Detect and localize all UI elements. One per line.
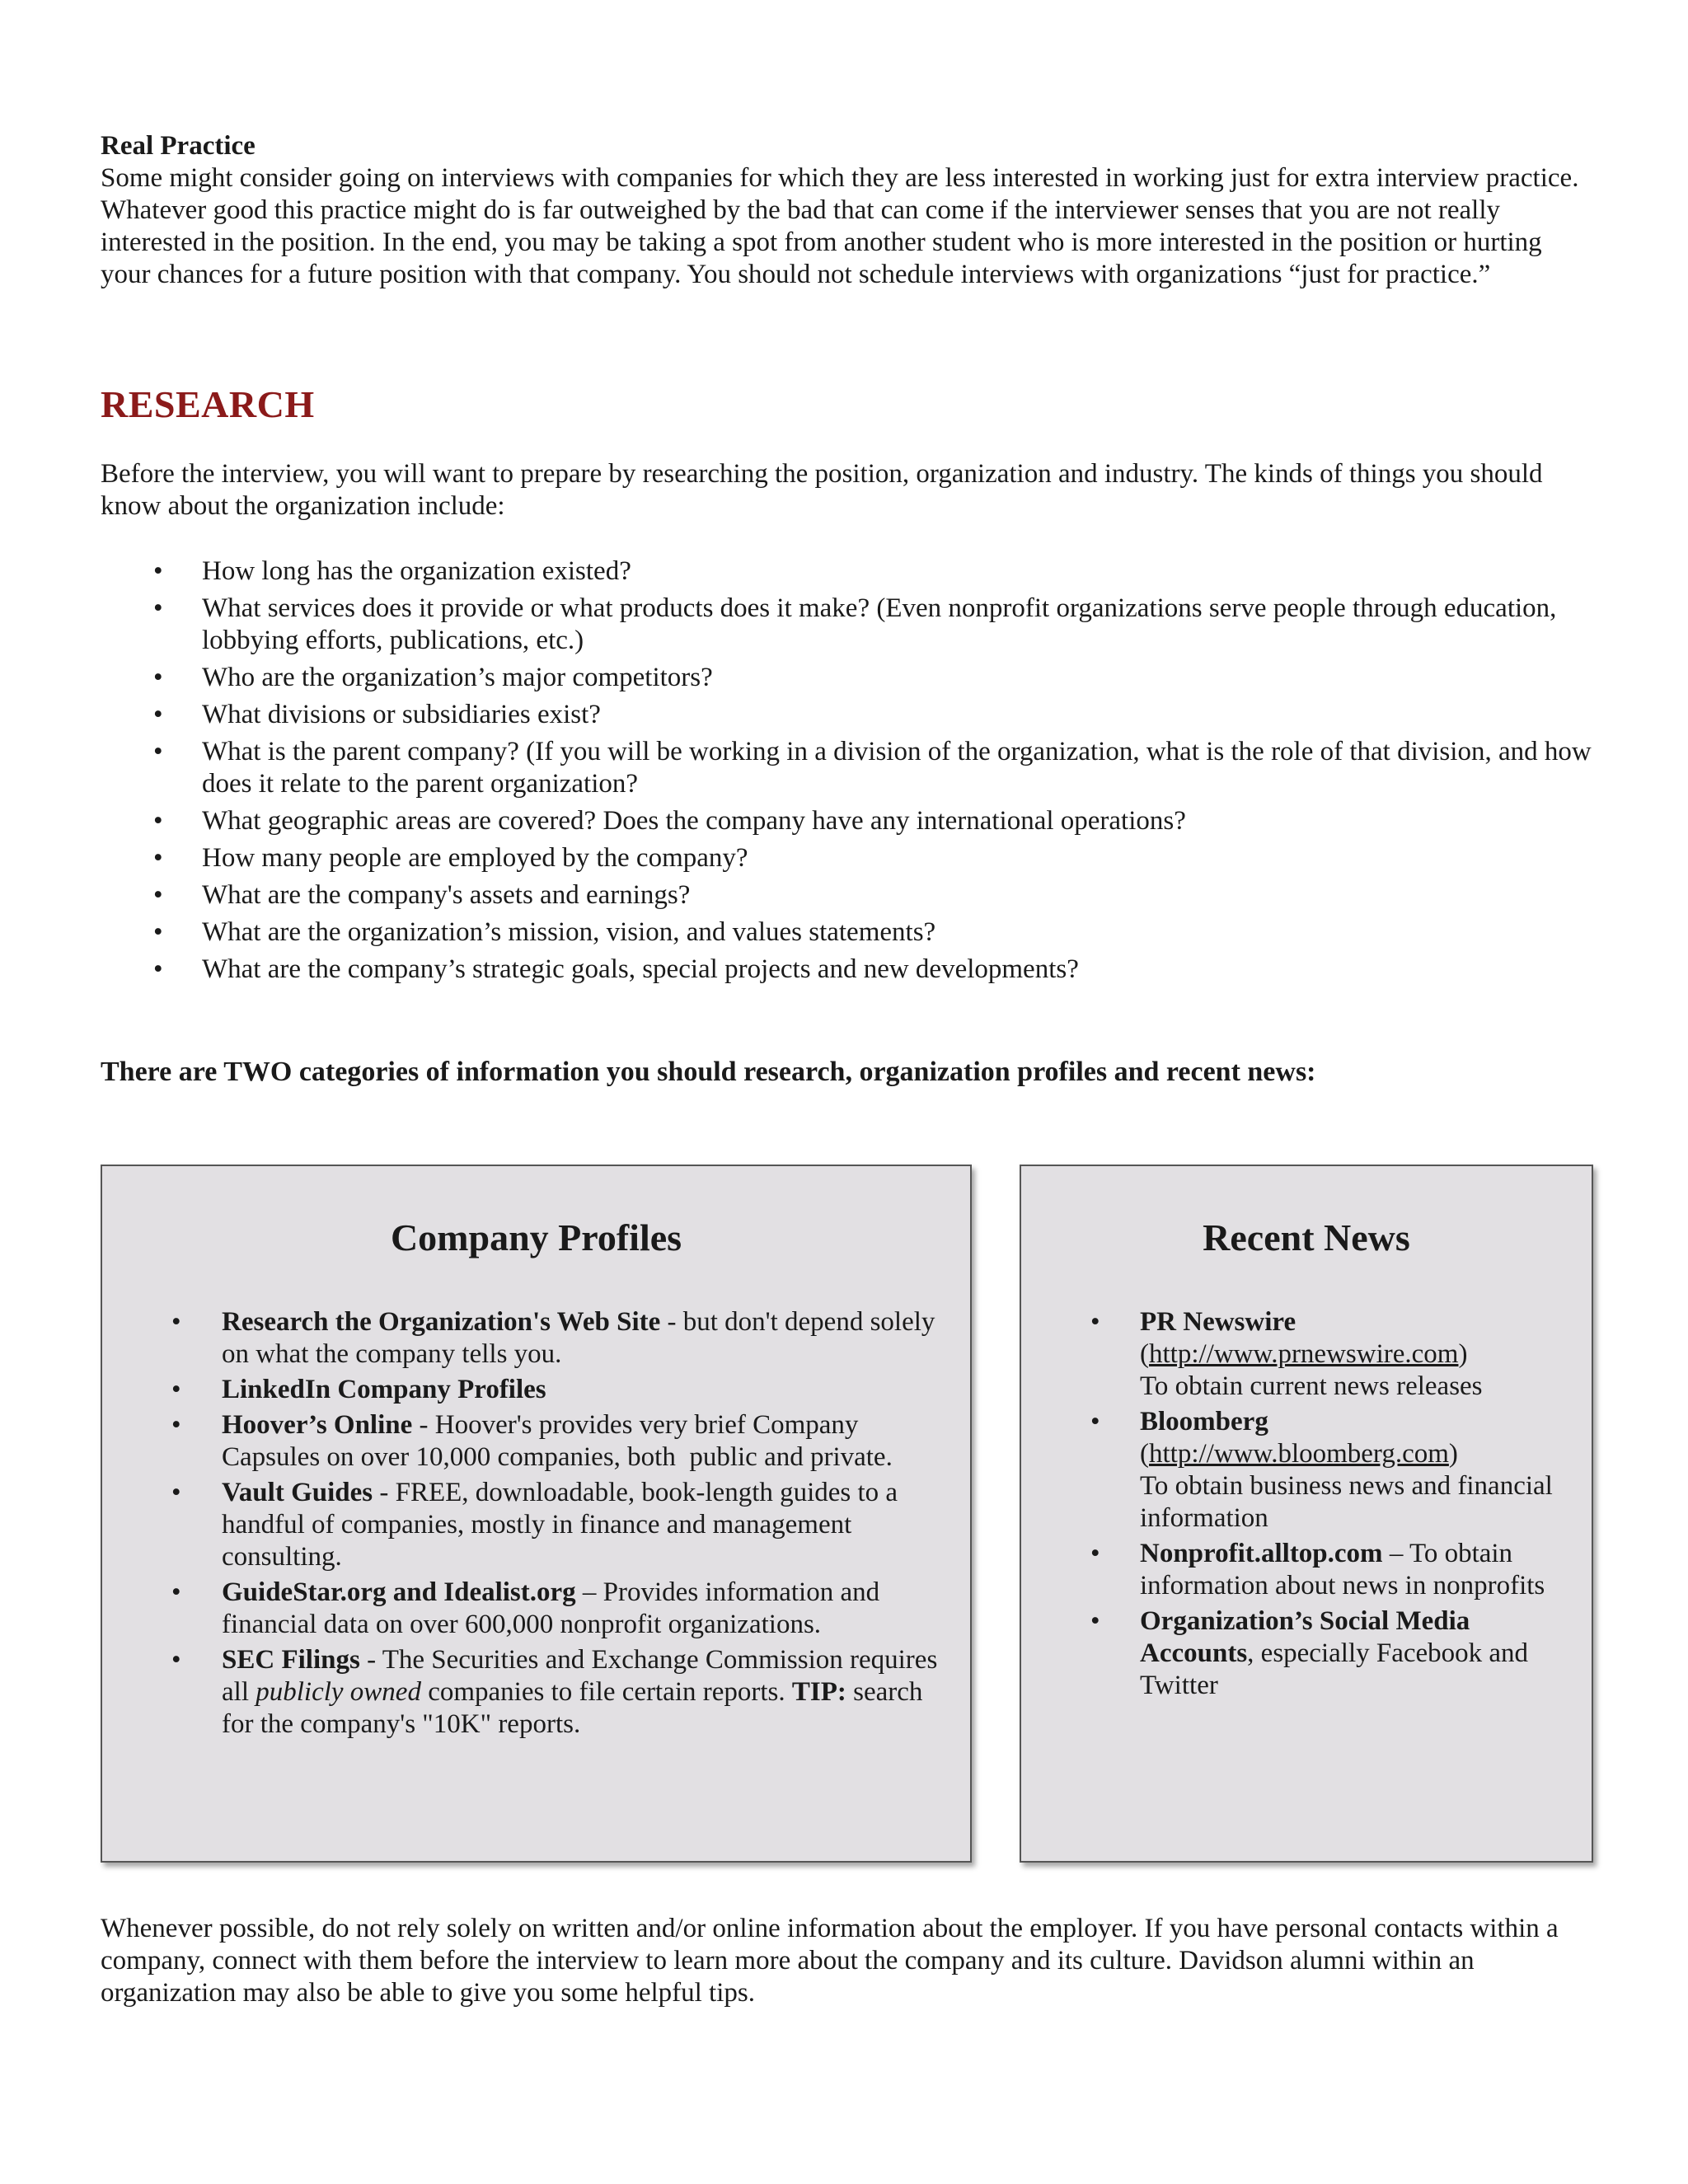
list-item: • What divisions or subsidiaries exist? <box>153 700 601 729</box>
list-item: • What is the parent company? (If you will be working in a division of the organization, what is the role of that division, and how does it relate to the parent organization? <box>153 737 1592 799</box>
real-practice-body: Some might consider going on interviews with companies for which they are less interested in working just for extra interview practice. Whatever good this practice might do is far outweighed by the bad that can come if the interviewer senses that you are not really interested in the position. In the end, you may be taking a spot from another student who is more interested in the position or hurting your chances for a future position with that company. You should not schedule interviews with organizations “just for practice.” <box>101 163 1579 289</box>
list-item: • Nonprofit.alltop.com – To obtain information about news in nonprofits <box>1090 1539 1545 1601</box>
pr-newswire-name: PR Newswire <box>1140 1307 1296 1337</box>
company-profiles-list <box>102 1306 951 1744</box>
list-item: • What services does it provide or what products does it make? (Even nonprofit organizations serve people through education, lobbying efforts, publications, etc.) <box>153 593 1557 655</box>
list-item: • How many people are employed by the company? <box>153 843 748 873</box>
research-title: RESEARCH <box>101 383 315 425</box>
closing-paragraph: Whenever possible, do not rely solely on written and/or online information about the employer. If you have personal contacts within a company, connect with them before the interview to learn more about the company and its culture. Davidson alumni within an organization may also be able to give you some helpful tips. <box>101 1914 1559 2008</box>
list-item: • PR Newswire (http://www.prnewswire.com) To obtain current news releases <box>1021 1306 1573 1403</box>
list-item: • GuideStar.org and Idealist.org – Provides information and financial data on over 600,000 nonprofit organizations. <box>171 1577 880 1639</box>
bloomberg-link[interactable]: http://www.bloomberg.com <box>1149 1439 1449 1469</box>
recent-news-list <box>1021 1306 1573 1705</box>
real-practice-heading: Real Practice <box>101 131 256 161</box>
recent-news-title: Recent News <box>1203 1216 1410 1258</box>
list-item: • LinkedIn Company Profiles <box>171 1375 546 1404</box>
bloomberg-name: Bloomberg <box>1140 1407 1268 1436</box>
recent-news-box <box>1020 1165 1593 1863</box>
list-item: • What are the company’s strategic goals, special projects and new developments? <box>153 954 1079 984</box>
list-item: • SEC Filings - The Securities and Exchange Commission requires all publicly owned companies to file certain reports. TIP: search for the company's "10K" reports. <box>171 1645 938 1739</box>
research-question-list <box>101 555 1609 991</box>
list-item: • What are the organization’s mission, vision, and values statements? <box>153 917 936 947</box>
list-item: • How long has the organization existed? <box>153 556 631 586</box>
list-item: • Hoover’s Online - Hoover's provides very brief Company Capsules on over 10,000 companies, both public and private. <box>171 1410 893 1472</box>
list-item: • Bloomberg (http://www.bloomberg.com) To obtain business news and financial information <box>1021 1406 1573 1535</box>
pr-newswire-link[interactable]: http://www.prnewswire.com <box>1149 1339 1459 1369</box>
research-intro: Before the interview, you will want to prepare by researching the position, organization and industry. The kinds of things you should know about the organization include: <box>101 459 1543 521</box>
list-item: • Who are the organization’s major competitors? <box>153 663 713 692</box>
two-categories-statement: There are TWO categories of information you should research, organization profiles and recent news: <box>101 1057 1316 1087</box>
list-item: • Organization’s Social Media Accounts, especially Facebook and Twitter <box>1090 1606 1529 1700</box>
company-profiles-box <box>101 1165 972 1863</box>
company-profiles-title: Company Profiles <box>390 1216 682 1258</box>
list-item: • What geographic areas are covered? Does the company have any international operations? <box>153 806 1186 836</box>
list-item: • Vault Guides - FREE, downloadable, book-length guides to a handful of companies, mostly in finance and management consulting. <box>171 1478 898 1572</box>
list-item: • Research the Organization's Web Site - but don't depend solely on what the company tells you. <box>171 1307 935 1369</box>
list-item: • What are the company's assets and earnings? <box>153 880 691 910</box>
